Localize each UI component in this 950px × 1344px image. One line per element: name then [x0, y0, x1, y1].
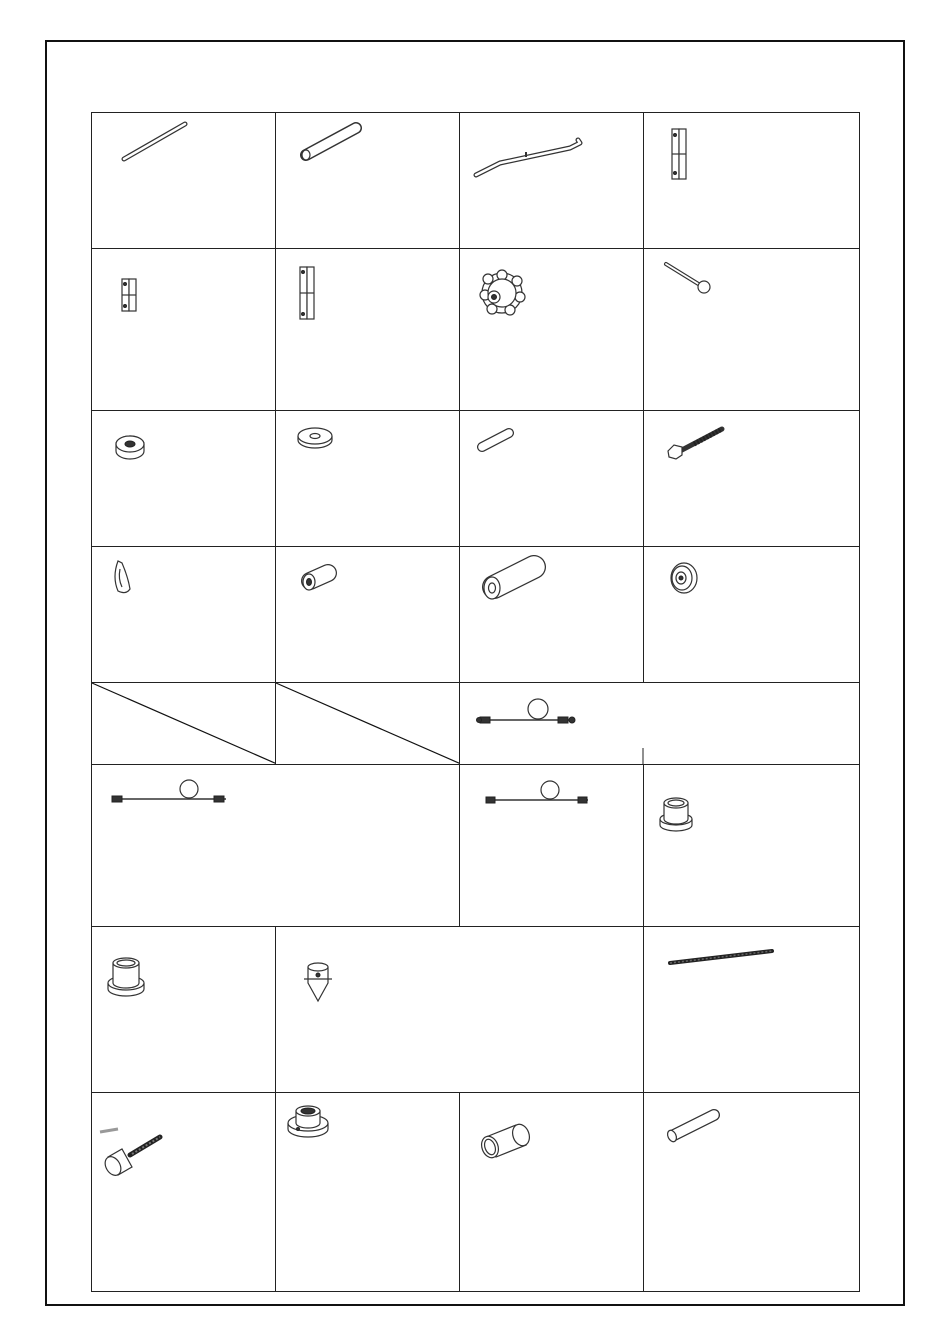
long-cable-icon: [92, 765, 461, 928]
thin-rod-icon: [92, 113, 277, 250]
part-cell-threaded-rod: [643, 926, 860, 1093]
medium-cable-icon: [460, 765, 645, 928]
cone-insert-icon: [276, 927, 645, 1094]
part-cell-empty-slot: [275, 682, 460, 765]
part-cell-flat-washer: [275, 410, 460, 547]
collar-icon: [276, 1093, 461, 1293]
cable-with-loop-icon: [460, 683, 861, 766]
part-cell-sleeve: [459, 1092, 644, 1292]
knob-screw-icon: [92, 1093, 277, 1293]
threaded-rod-icon: [644, 927, 861, 1094]
pipe-piece-icon: [644, 1093, 861, 1293]
bent-bar-icon: [460, 113, 645, 250]
part-cell-ball-pin: [643, 248, 860, 411]
part-cell-spacer-ring: [91, 410, 276, 547]
part-cell-cone-insert: [275, 926, 644, 1093]
part-cell-short-tube: [459, 410, 644, 547]
part-cell-roller: [459, 546, 644, 683]
part-cell-cable-with-loop: [459, 682, 860, 765]
short-tube-icon: [460, 411, 645, 548]
bracket-short-icon: [92, 249, 277, 412]
part-cell-bracket-plate: [275, 248, 460, 411]
part-cell-thin-rod: [91, 112, 276, 249]
sleeve-icon: [460, 1093, 645, 1293]
bracket-long-icon: [644, 113, 861, 250]
pulley-icon: [644, 547, 861, 684]
star-knob-icon: [460, 249, 645, 412]
part-cell-bracket-long: [643, 112, 860, 249]
part-cell-medium-cable: [459, 764, 644, 927]
hex-bolt-icon: [644, 411, 861, 548]
part-cell-long-cable: [91, 764, 460, 927]
part-cell-bushing: [275, 546, 460, 683]
bracket-plate-icon: [276, 249, 461, 412]
part-cell-pulley: [643, 546, 860, 683]
part-cell-clip: [91, 546, 276, 683]
part-cell-bent-bar: [459, 112, 644, 249]
flat-washer-icon: [276, 411, 461, 548]
empty-slot-diagonal: [276, 683, 461, 766]
spacer-ring-icon: [92, 411, 277, 548]
end-cap-icon: [644, 765, 861, 928]
part-cell-end-cap: [643, 764, 860, 927]
part-cell-flanged-cap: [91, 926, 276, 1093]
part-cell-collar: [275, 1092, 460, 1292]
clip-icon: [92, 547, 277, 684]
part-cell-empty-slot: [91, 682, 276, 765]
part-cell-pipe-piece: [643, 1092, 860, 1292]
empty-slot-diagonal: [92, 683, 277, 766]
part-cell-tube: [275, 112, 460, 249]
bushing-icon: [276, 547, 461, 684]
flanged-cap-icon: [92, 927, 277, 1094]
roller-icon: [460, 547, 645, 684]
parts-table: [91, 112, 860, 1292]
part-cell-knob-screw: [91, 1092, 276, 1292]
part-cell-star-knob: [459, 248, 644, 411]
ball-pin-icon: [644, 249, 861, 412]
tube-icon: [276, 113, 461, 250]
part-cell-hex-bolt: [643, 410, 860, 547]
part-cell-bracket-short: [91, 248, 276, 411]
